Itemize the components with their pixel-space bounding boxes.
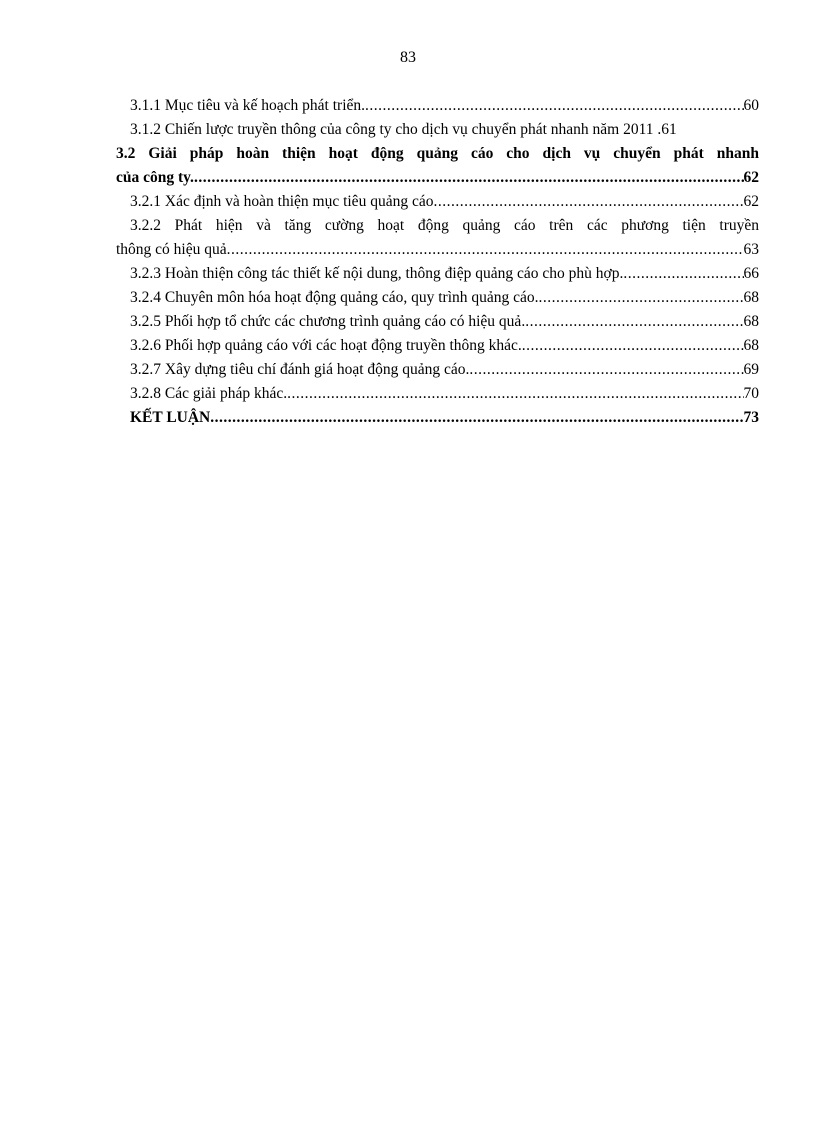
toc-leader-dots: [227, 238, 744, 262]
toc-entry-3-1-2: [116, 118, 759, 142]
toc-entry-title: thông có hiệu quả: [116, 241, 227, 258]
toc-leader-dots: [194, 166, 744, 190]
toc-leader-dots: [525, 310, 743, 334]
toc-entry-3-2-4: [116, 286, 759, 310]
toc-leader-dots: [433, 190, 743, 214]
toc-entry-page: 62: [743, 193, 759, 210]
toc-leader-dots: [469, 358, 743, 382]
toc-entry-page: 70: [743, 385, 759, 402]
toc-entry-title: 3.2.4 Chuyên môn hóa hoạt động quảng cáo, quy trình quảng cáo.: [130, 289, 539, 306]
toc-entry-page: 69: [743, 361, 759, 378]
toc-entry-3-2-6: [116, 334, 759, 358]
toc-entry-title: của công ty.: [116, 169, 194, 186]
toc-entry-3-2-2: [116, 238, 759, 262]
toc-entry-page: 60: [743, 97, 759, 114]
toc-entry-page: 68: [743, 313, 759, 330]
toc-entry-page: 63: [743, 241, 759, 258]
toc-entry-3-2-7: [116, 358, 759, 382]
toc-entry-3-2-line1: 3.2 Giải pháp hoàn thiện hoạt động quảng cáo cho dịch vụ chuyển phát nhanh: [116, 145, 759, 162]
toc-leader-dots: [365, 94, 743, 118]
toc-entry-3-2: [116, 166, 759, 190]
toc-entry-page: 66: [743, 265, 759, 282]
toc-entry-page: 62: [743, 169, 759, 186]
toc-entry-page: 68: [743, 337, 759, 354]
toc-entry-title: 3.2.3 Hoàn thiện công tác thiết kế nội dung, thông điệp quảng cáo cho phù hợp.: [130, 265, 624, 282]
page-number: 83: [400, 49, 416, 66]
toc-entry-title: KẾT LUẬN: [130, 409, 211, 426]
toc-entry-3-2-5: [116, 310, 759, 334]
toc-leader-dots: [623, 262, 743, 286]
toc-entry-3-2-8: [116, 382, 759, 406]
toc-entry-title: 3.1.2 Chiến lược truyền thông của công ty cho dịch vụ chuyển phát nhanh năm 2011 .: [130, 121, 662, 138]
toc-entry-ket-luan: [116, 406, 759, 430]
toc-entry-title: 3.2.6 Phối hợp quảng cáo với các hoạt động truyền thông khác.: [130, 337, 522, 354]
table-of-contents: [116, 94, 759, 430]
toc-entry-3-2-1: [116, 190, 759, 214]
toc-entry-page: 61: [661, 121, 677, 138]
toc-entry-title: 3.2.7 Xây dựng tiêu chí đánh giá hoạt động quảng cáo.: [130, 361, 470, 378]
toc-entry-page: 68: [743, 289, 759, 306]
toc-leader-dots: [287, 382, 743, 406]
toc-leader-dots: [539, 286, 744, 310]
toc-entry-3-2-2-line1: 3.2.2 Phát hiện và tăng cường hoạt động quảng cáo trên các phương tiện truyền: [130, 217, 759, 234]
toc-entry-page: 73: [743, 409, 759, 426]
toc-entry-3-1-1: [116, 94, 759, 118]
toc-leader-dots: [210, 406, 743, 430]
toc-entry-title: 3.2.5 Phối hợp tổ chức các chương trình quảng cáo có hiệu quả.: [130, 313, 526, 330]
toc-entry-title: 3.2.8 Các giải pháp khác.: [130, 385, 288, 402]
toc-entry-3-2-3: [116, 262, 759, 286]
toc-leader-dots: [522, 334, 744, 358]
toc-entry-title: 3.2.1 Xác định và hoàn thiện mục tiêu quảng cáo: [130, 193, 434, 210]
toc-entry-title: 3.1.1 Mục tiêu và kế hoạch phát triển.: [130, 97, 366, 114]
